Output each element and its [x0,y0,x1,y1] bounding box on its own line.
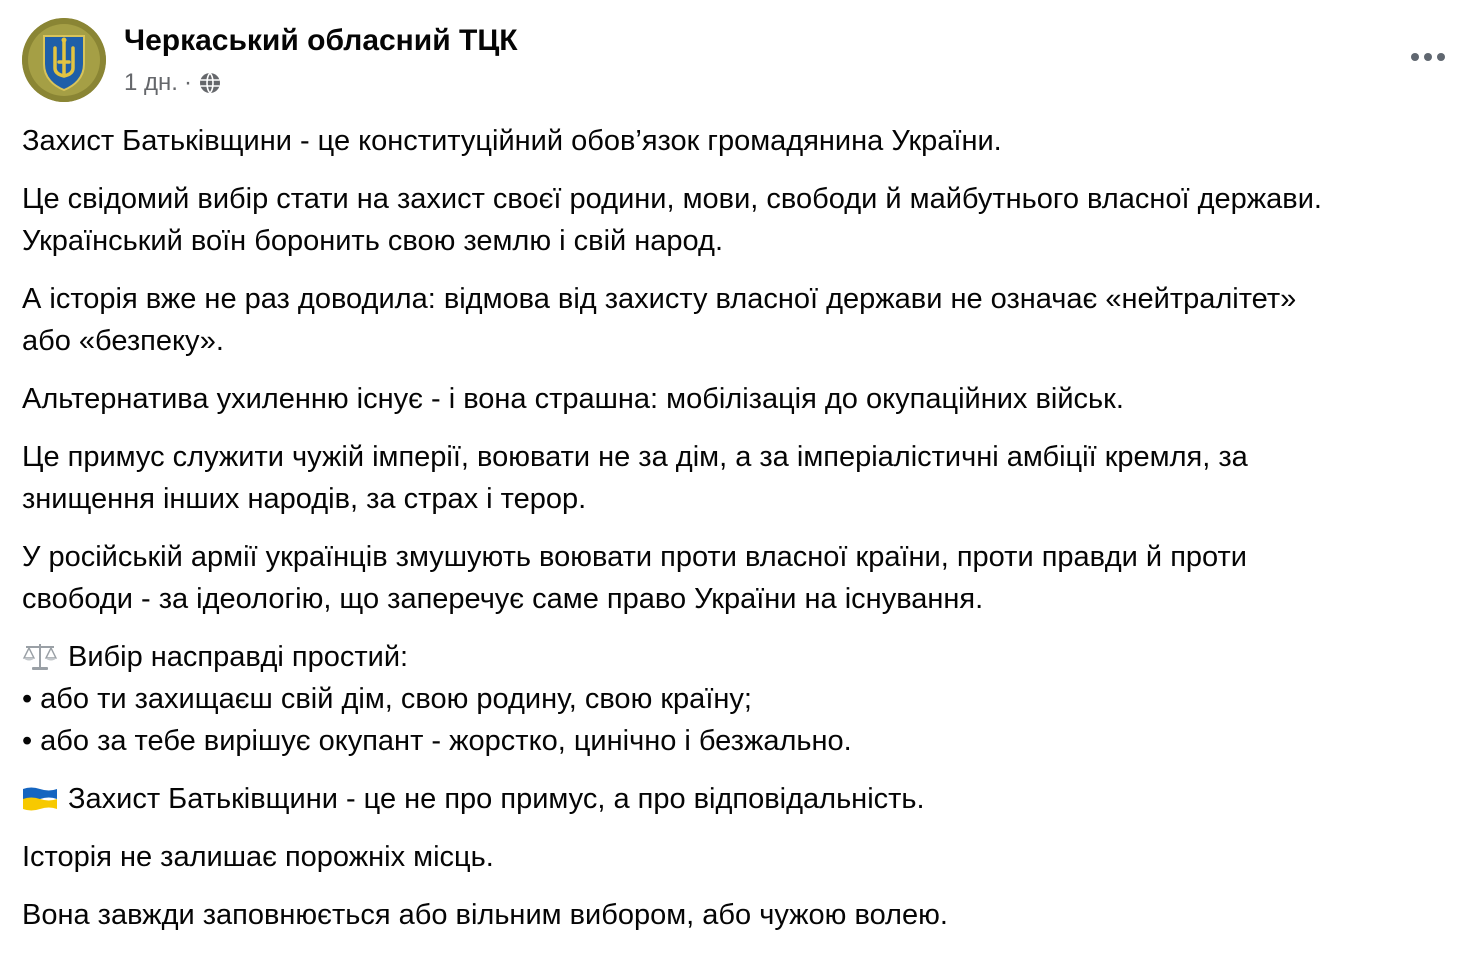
post-paragraph [22,278,1458,362]
post-paragraph [22,436,1458,520]
paragraph-line: Це свідомий вибір стати на захист своєї родини, мови, свободи й майбутнього власної держави. [22,183,1322,215]
paragraph-line: Це примус служити чужій імперії, воювати не за дім, а за імперіалістичні амбіції кремля, за [22,441,1248,473]
post-body [22,120,1458,952]
paragraph-line: У російській армії українців змушують воювати проти власної країни, проти правди й проти [22,541,1247,573]
more-dot [1411,53,1419,61]
paragraph-text: Захист Батьківщини - це не про примус, а про відповідальність. [68,783,925,815]
post-meta [124,68,222,98]
globe-icon[interactable] [198,71,222,95]
post-paragraph: Захист Батьківщини - це конституційний обов’язок громадянина України. [22,125,1002,157]
bullet-mark: • [22,725,33,757]
post-paragraph: Альтернатива ухиленню існує - і вона страшна: мобілізація до окупаційних військ. [22,383,1124,415]
meta-separator: · [183,69,192,96]
post-header [22,18,1458,104]
post-paragraph: Історія не залишає порожніх місць. [22,841,494,873]
tck-emblem-icon [22,18,106,102]
more-options-icon[interactable] [1404,42,1452,72]
bullet-mark: • [22,683,33,715]
bullet-line [22,678,1458,720]
post-paragraph [22,636,1458,762]
post-timestamp[interactable]: 1 дн. [124,69,178,96]
more-dot [1424,53,1432,61]
post-paragraph: Вона завжди заповнюється або вільним вибором, або чужою волею. [22,899,948,931]
post-paragraph [22,536,1458,620]
paragraph-line: знищення інших народів, за страх і терор. [22,483,587,515]
paragraph-line: А історія вже не раз доводила: відмова від захисту власної держави не означає «нейтралітет» [22,283,1297,315]
paragraph-line: свободи - за ідеологію, що заперечує саме право України на існування. [22,583,984,615]
paragraph-line: або «безпеку». [22,325,224,357]
post-paragraph [22,778,1458,820]
ukraine-flag-emoji [22,782,58,808]
author-name[interactable]: Черкаський обласний ТЦК [124,24,518,57]
paragraph-line: Український воїн боронить свою землю і свій народ. [22,225,724,257]
paragraph-line [22,636,1458,678]
bullet-line [22,720,1458,762]
balance-scale-emoji [22,641,58,671]
post-paragraph [22,178,1458,262]
bullet-text: або ти захищаєш свій дім, свою родину, свою країну; [40,683,752,715]
bullet-text: або за тебе вирішує окупант - жорстко, цинічно і безжально. [40,725,852,757]
more-dot [1437,53,1445,61]
author-avatar[interactable] [22,18,106,102]
paragraph-text: Вибір насправді простий: [68,641,409,673]
